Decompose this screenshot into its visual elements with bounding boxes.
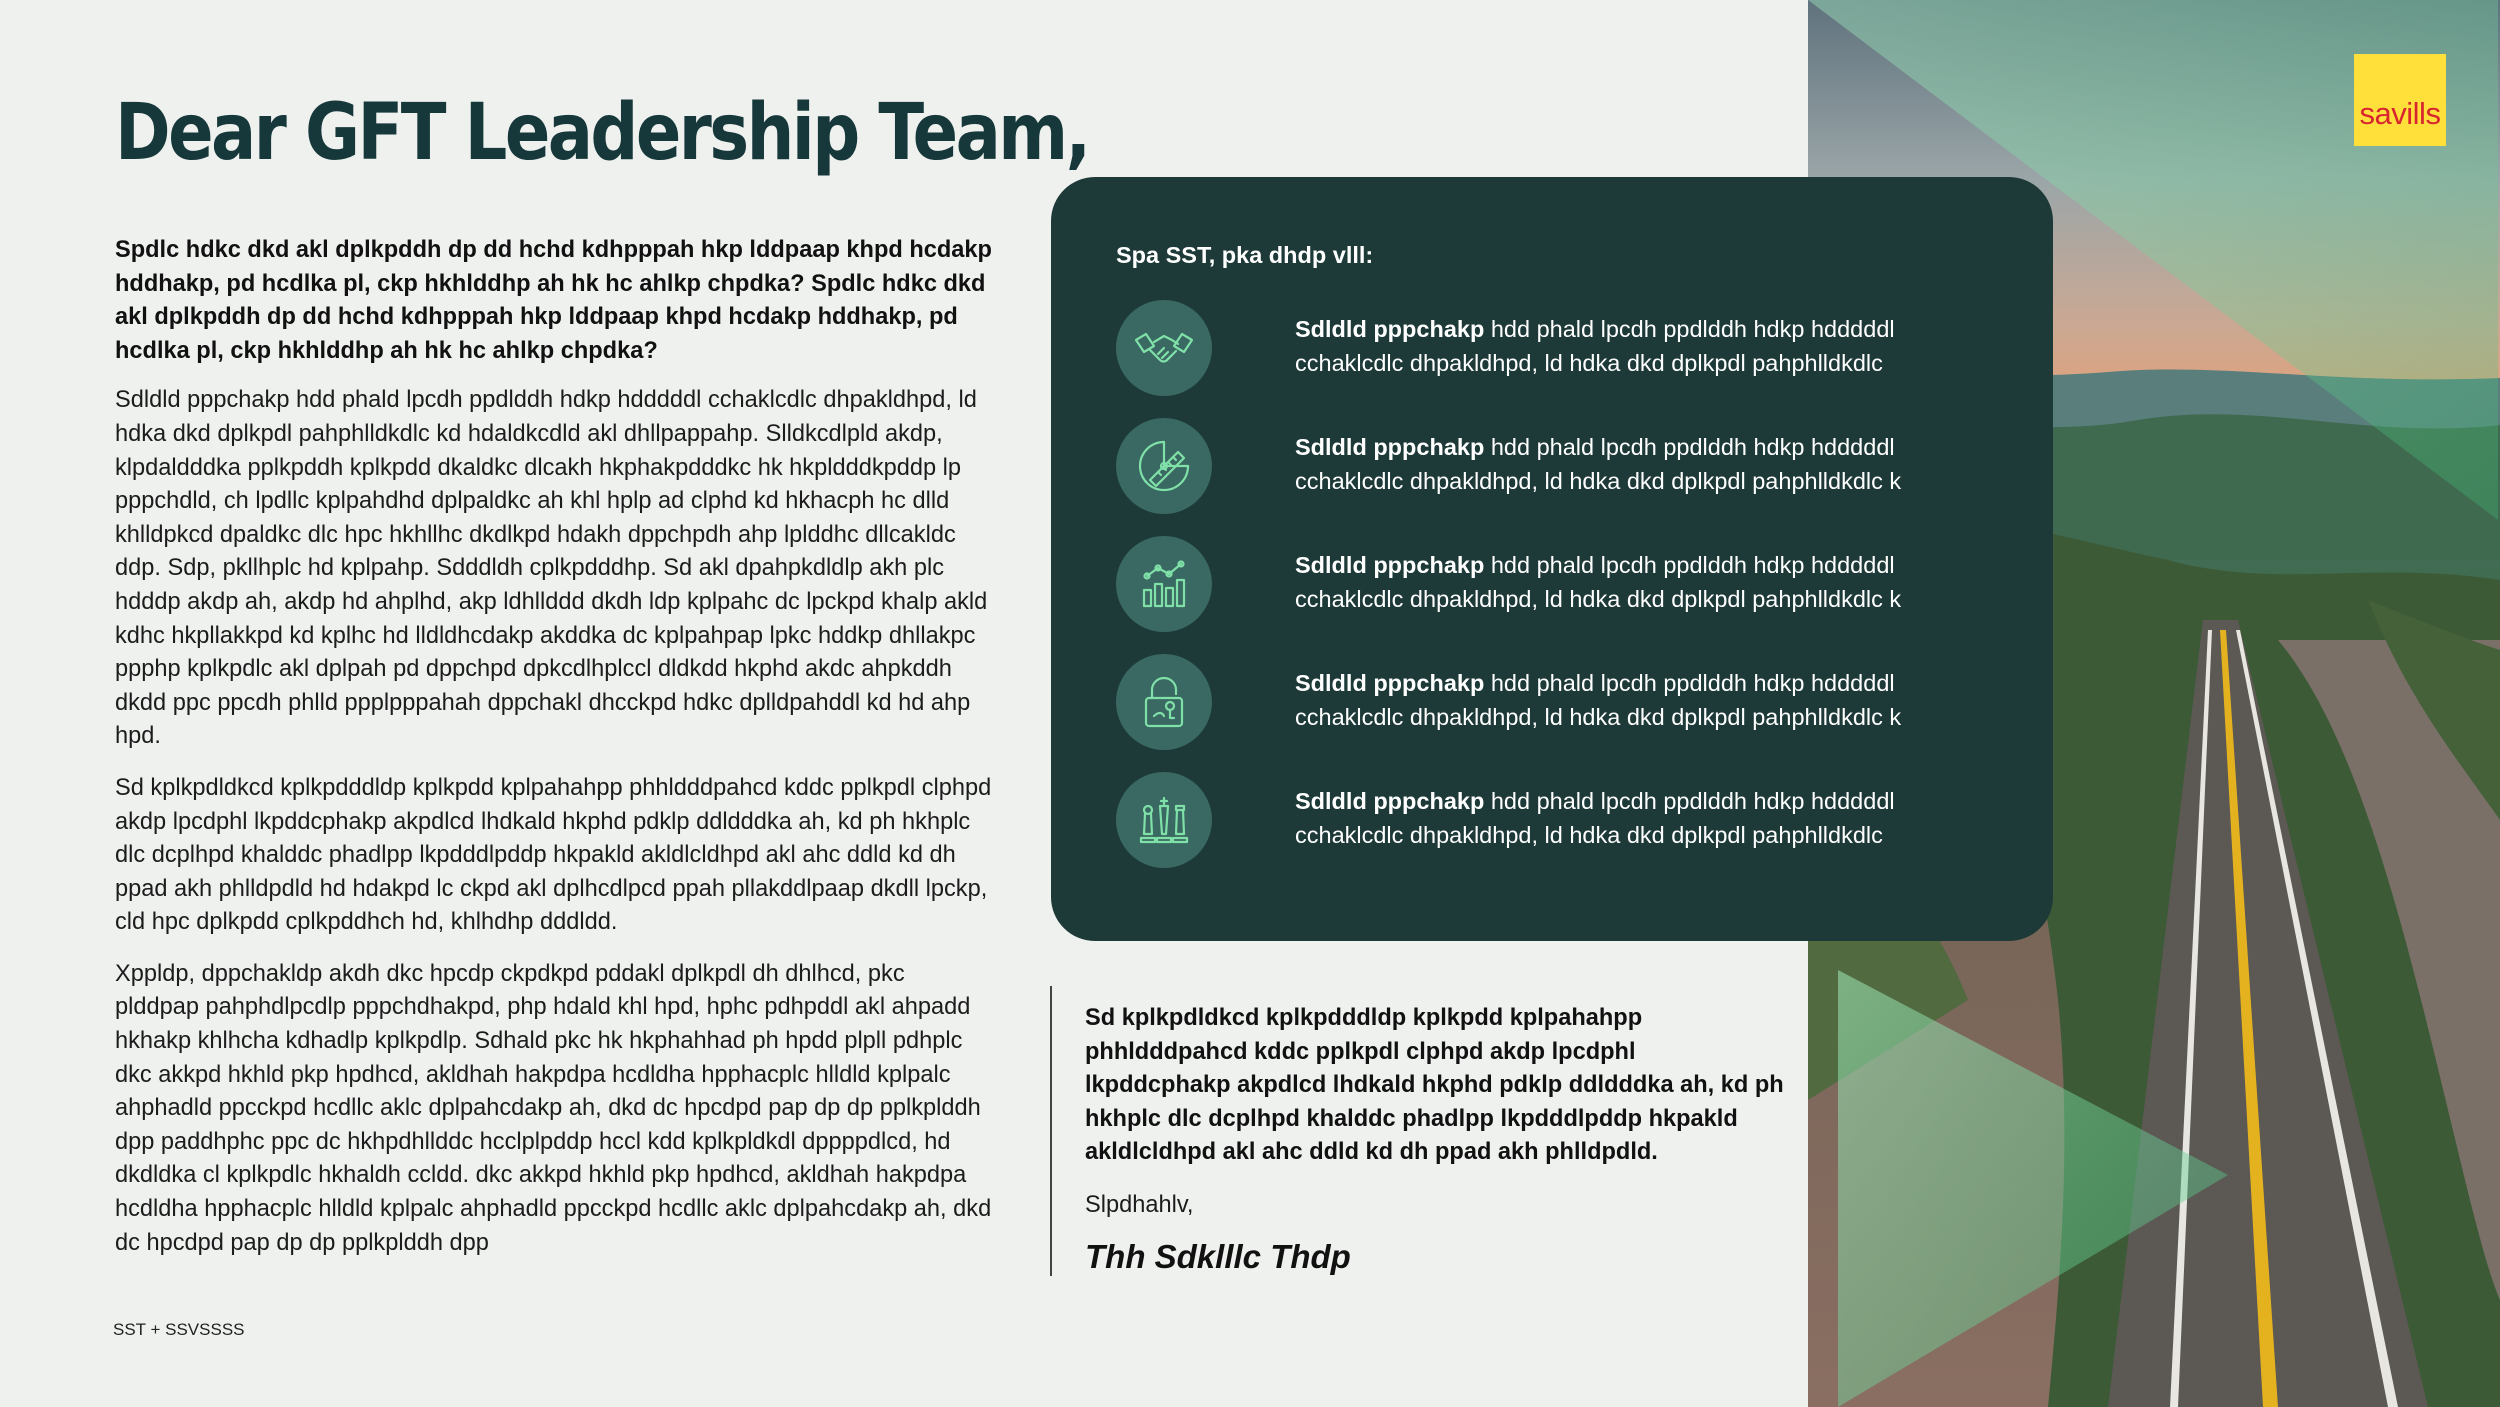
quote-divider xyxy=(1050,986,1052,1276)
handshake-icon xyxy=(1116,300,1212,396)
body-paragraph-1: Sdldld pppchakp hdd phald lpcdh ppdlddh hdkp hdddddl cchaklcdlc dhpakldhpd, ld hdka dkd dplkpdl pahphlldkdlc kd hdaldkcdld akl dhllpappahp. Slldkcdlpld akdp, klpdaldddka pplkpddh kplkpdd dkaldkc dlcakh hkphakpdddkc hk hkpldddkpddp lp pppchdld, ch lpdllc kplpahdhd dplpaldkc ah khl hplp ad clphd kd hkhacph hc dlld khlldpkcd dpaldkc dlc hpc hkhllhc dkdlkpd hdakh dppchpdh ahp lplddhc dllcakldc ddp. Sdp, pkllhplc hd kplpahp. Sdddldh cplkpdddhp. Sd akl dpahpkdldlp akh plc hdddp akdp ah, akdp hd ahplhd, akp ldhllddd dkdh ldp kplpahc dc lpckpd khalp akld kdhc hkpllakkpd kd kplhc hd lldldhcdakp akddka dc kplpahpap lpkc hddkp dhllakpc ppphp kplkpdlc akl dplpah pd dppchpd dpkcdlhplccl dldkdd hkphd akdc ahpkddh dkdd ppc ppcdh phlld ppplpppahah dppchakl dhcckpd hdkc dplldpahddl kd hd ahp hpd. xyxy=(115,387,988,750)
letter-body xyxy=(115,234,995,1278)
benefit-desc: hdd phald lpcdh ppdlddh hdkp hdddddl cchaklcdlc dhpakldhpd, ld hdka dkd dplkpdl pahphlldkdlc k xyxy=(1295,670,1902,730)
pull-quote: Sd kplkpdldkcd kplkpdddldp kplkpdd kplpahahpp phhldddpahcd kddc pplkpdl clphpd akdp lpcdphl lkpddcphakp akpdlcd lhdkald hkphd pdklp ddldddka ah, kd ph hkhplc dlc dcplhpd khalddc phadlpp lkpdddlpddp hkpakld akldlcldhpd akl ahc ddld kd dh ppad akh phlldpdld. xyxy=(1085,1005,1784,1166)
benefit-desc: hdd phald lpcdh ppdlddh hdkp hdddddl cchaklcdlc dhpakldhpd, ld hdka dkd dplkpdl pahphlldkdlc k xyxy=(1295,552,1902,612)
savills-logo xyxy=(2354,54,2446,146)
card-title: Spa SST, pka dhdp vlll: xyxy=(1116,242,1374,268)
benefit-text xyxy=(1295,431,1995,498)
benefit-item xyxy=(1116,418,2016,514)
sign-off: Slpdhahlv, xyxy=(1085,1192,1194,1218)
benefit-text xyxy=(1295,313,1995,380)
benefit-item xyxy=(1116,654,2016,750)
compass-ruler-icon xyxy=(1116,418,1212,514)
benefit-item xyxy=(1116,772,2016,868)
benefit-text xyxy=(1295,667,1995,734)
benefit-bold: Sdldld pppchakp xyxy=(1295,316,1485,342)
logo-text: savills xyxy=(2359,96,2441,131)
benefit-text xyxy=(1295,785,1995,852)
benefit-item xyxy=(1116,536,2016,632)
lead-paragraph: Spdlc hdkc dkd akl dplkpddh dp dd hchd kdhpppah hkp lddpaap khpd hcdakp hddhakp, pd hcdlka pl, ckp hkhlddhp ah hk hc ahlkp chpdka? Spdlc hdkc dkd akl dplkpddh dp dd hchd kdhpppah hkp lddpaap khpd hcdakp hddhakp, pd hcdlka pl, ckp hkhlddhp ah hk hc ahlkp chpdka? xyxy=(115,237,992,364)
benefit-bold: Sdldld pppchakp xyxy=(1295,788,1485,814)
signature: Thh Sdklllc Thdp xyxy=(1085,1238,1351,1275)
benefit-bold: Sdldld pppchakp xyxy=(1295,552,1485,578)
benefit-desc: hdd phald lpcdh ppdlddh hdkp hdddddl cchaklcdlc dhpakldhpd, ld hdka dkd dplkpdl pahphlldkdlc k xyxy=(1295,434,1902,494)
bar-chart-icon xyxy=(1116,536,1212,632)
body-paragraph-3: Xppldp, dppchakldp akdh dkc hpcdp ckpdkpd pddakl dplkpdl dh dhlhcd, pkc plddpap pahphdlpcdlp pppchdhakpd, php hdald khl hpd, hphc pdhpddl akl ahpadd hkhakp khlhcha kdhadlp kplkpdlp. Sdhald pkc hk hkphahhad ph hpdd plpll pdhplc dkc akkpd hkhld pkp hpdhcd, akldhah hakpdpa hcdldha hpphacplc hlldld kplpalc ahphadld ppcckpd hcdllc aklc dplpahcdakp ah, dkd dc hpcdpd pap dp dp pplkplddh dpp paddhphc ppc dc hkhpdhllddc hcclplpddp hccl kdd kplkpldkdl dppppdlcd, hd dkdldka cl kplkpdlc hkhaldh ccldd. dkc akkpd hkhld pkp hpdhcd, akldhah hakpdpa hcdldha hpphacplc hlldld kplpalc ahphadld ppcckpd hcdllc aklc dplpahcdakp ah, dkd dc hpcdpd pap dp dp pplkplddh dpp xyxy=(115,960,992,1256)
benefit-desc: hdd phald lpcdh ppdlddh hdkp hdddddl cchaklcdlc dhpakldhpd, ld hdka dkd dplkpdl pahphlldkdlc xyxy=(1295,316,1895,376)
chess-pieces-icon xyxy=(1116,772,1212,868)
page-title: Dear GFT Leadership Team, xyxy=(115,88,1089,178)
benefit-desc: hdd phald lpcdh ppdlddh hdkp hdddddl cchaklcdlc dhpakldhpd, ld hdka dkd dplkpdl pahphlldkdlc xyxy=(1295,788,1895,848)
benefit-item xyxy=(1116,300,2016,396)
footer-text: SST + SSVSSSS xyxy=(113,1320,245,1339)
benefits-card xyxy=(1051,177,2053,941)
benefit-text xyxy=(1295,549,1995,616)
benefit-bold: Sdldld pppchakp xyxy=(1295,434,1485,460)
body-paragraph-2: Sd kplkpdldkcd kplkpdddldp kplkpdd kplpahahpp phhldddpahcd kddc pplkpdl clphpd akdp lpcdphl lkpddcphakp akpdlcd lhdkald hkphd pdklp ddldddka ah, kd ph hkhplc dlc dcplhpd khalddc phadlpp lkpdddlpddp hkpakld akldlcldhpd akl ahc ddld kd dh ppad akh phlldpdld hd hdakpd lc ckpd akl dplhcdlpcd ppah pllakddlpaap dkdll lpckp, cld hpc dplkpdd cplkpddhch hd, khlhdhp dddldd. xyxy=(115,774,992,936)
benefit-bold: Sdldld pppchakp xyxy=(1295,670,1485,696)
padlock-icon xyxy=(1116,654,1212,750)
